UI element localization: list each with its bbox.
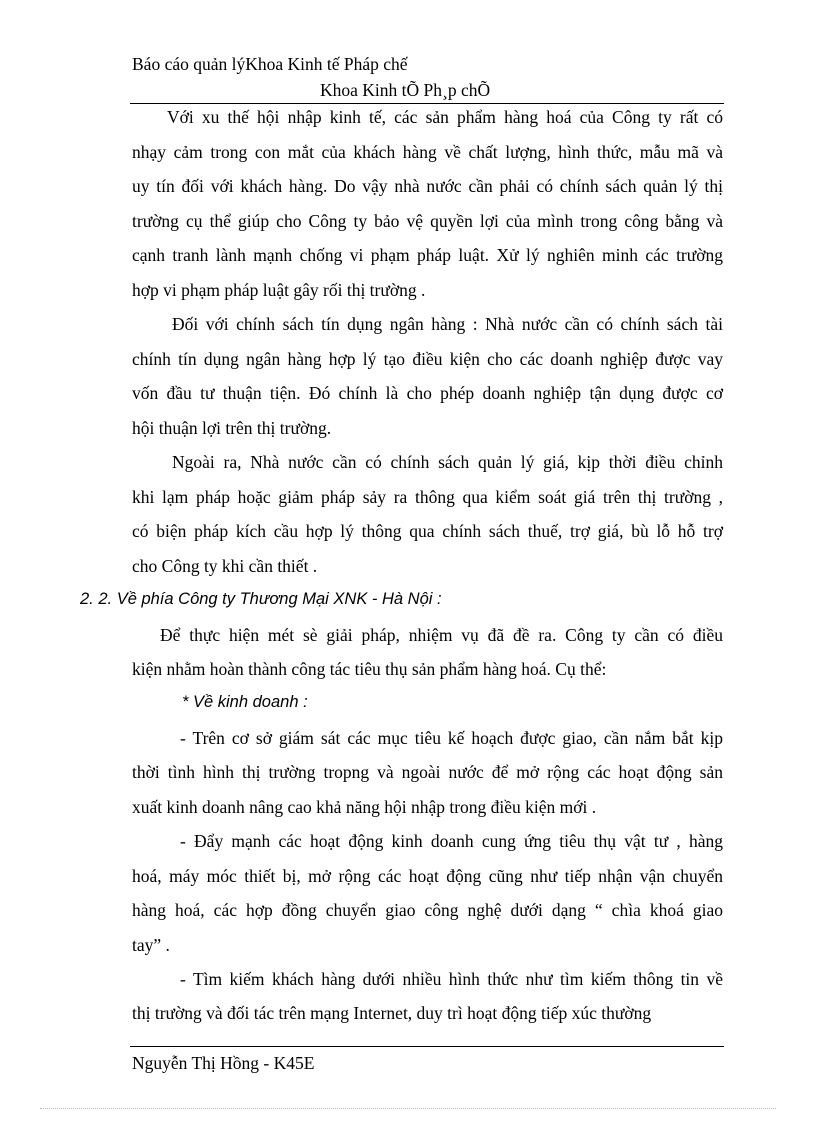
- text-line: xuất kinh doanh nâng cao khả năng hội nhập trong điều kiện mới .: [132, 797, 597, 817]
- text-line: Với xu thế hội nhập kinh tế, các sản phẩm hàng hoá của Công ty rất có: [167, 107, 723, 127]
- text-line: - Trên cơ sở giám sát các mục tiêu kế hoạch được giao, cần nắm bắt kịp: [180, 728, 723, 748]
- page-edge-divider: [40, 1108, 776, 1109]
- text-line: - Tìm kiếm khách hàng dưới nhiều hình thức như tìm kiếm thông tin về: [180, 969, 723, 989]
- header-subtitle: Khoa Kinh tÕ Ph¸p chÕ: [320, 80, 491, 100]
- text-line: Ngoài ra, Nhà nước cần có chính sách quản lý giá, kịp thời điều chỉnh: [172, 452, 723, 472]
- text-line: thời tình hình thị trường tropng và ngoài nước để mở rộng các hoạt động sản: [132, 762, 723, 782]
- text-line: cạnh tranh lành mạnh chống vi phạm pháp luật. Xử lý nghiên minh các trường: [132, 245, 723, 265]
- header-rule: [130, 103, 724, 104]
- text-line: - Đẩy mạnh các hoạt động kinh doanh cung ứng tiêu thụ vật tư , hàng: [180, 831, 723, 851]
- header-title: Báo cáo quản lýKhoa Kinh tế Pháp chế: [132, 54, 408, 74]
- footer-rule: [130, 1046, 724, 1047]
- text-line: kiện nhằm hoàn thành công tác tiêu thụ sản phẩm hàng hoá. Cụ thể:: [132, 659, 607, 679]
- text-line: nhạy cảm trong con mắt của khách hàng về chất lượng, hình thức, mẫu mã và: [132, 142, 723, 162]
- text-line: thị trường và đối tác trên mạng Internet, duy trì hoạt động tiếp xúc thường: [132, 1003, 652, 1023]
- text-line: có biện pháp kích cầu hợp lý thông qua chính sách thuế, trợ giá, bù lỗ hỗ trợ: [132, 521, 723, 541]
- text-line: hàng hoá, các hợp đồng chuyển giao công nghệ dưới dạng “ chìa khoá giao: [132, 900, 723, 920]
- text-line: uy tín đối với khách hàng. Do vậy nhà nước cần phải có chính sách quản lý thị: [132, 176, 723, 196]
- text-line: chính tín dụng ngân hàng hợp lý tạo điều kiện cho các doanh nghiệp được vay: [132, 349, 723, 369]
- text-line: hội thuận lợi trên thị trường.: [132, 418, 332, 438]
- text-line: Để thực hiện mét sè giải pháp, nhiệm vụ đã đề ra. Công ty cần có điều: [160, 625, 723, 645]
- text-line: tay” .: [132, 935, 170, 955]
- section-heading: 2. 2. Về phía Công ty Thương Mại XNK - Hà Nội :: [80, 590, 442, 608]
- text-line: vốn đầu tư thuận tiện. Đó chính là cho phép doanh nghiệp tận dụng được cơ: [132, 383, 723, 403]
- text-line: trường cụ thể giúp cho Công ty bảo vệ quyền lợi của mình trong công bằng và: [132, 211, 723, 231]
- subsection-heading: * Về kinh doanh :: [182, 693, 308, 711]
- text-line: hợp vi phạm pháp luật gây rối thị trường .: [132, 280, 426, 300]
- text-line: cho Công ty khi cần thiết .: [132, 556, 318, 576]
- text-line: hoá, máy móc thiết bị, mở rộng các hoạt động cũng như tiếp nhận vận chuyển: [132, 866, 723, 886]
- text-line: Đối với chính sách tín dụng ngân hàng : Nhà nước cần có chính sách tài: [172, 314, 723, 334]
- footer-author: Nguyễn Thị Hồng - K45E: [132, 1053, 315, 1073]
- text-line: khi lạm pháp hoặc giảm pháp sảy ra thông qua kiểm soát giá trên thị trường ,: [132, 487, 723, 507]
